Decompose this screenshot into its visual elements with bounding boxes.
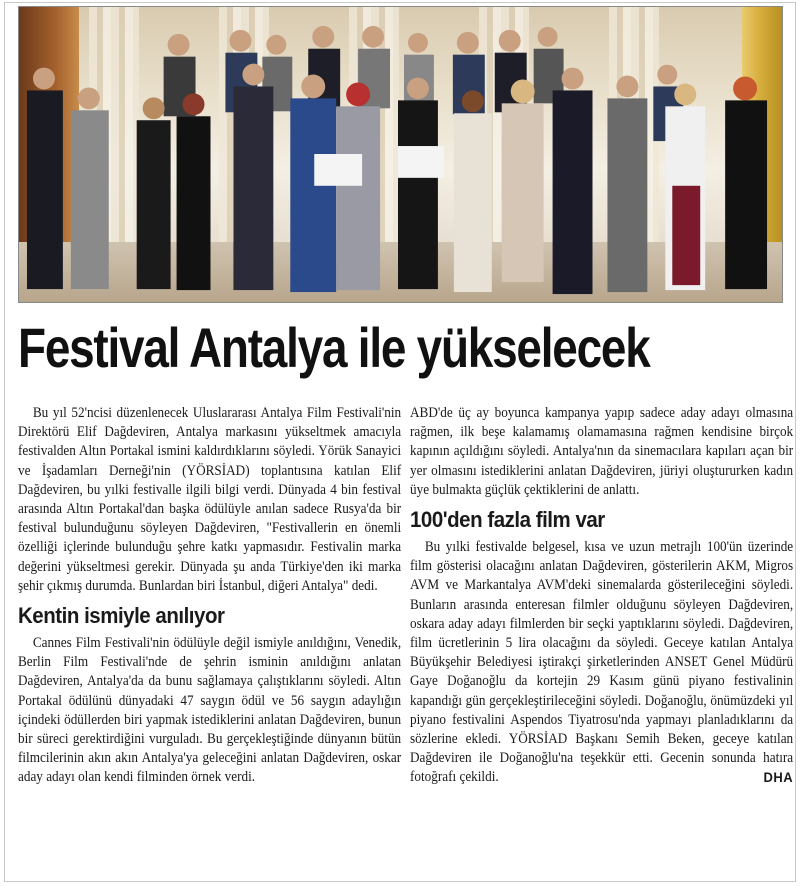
right-column xyxy=(410,404,793,788)
right-paragraph-2-text: Bu yılki festivalde belgesel, kısa ve uzun metrajlı 100'ün üzerinde film gösterisi olacağını anlatan Dağdeviren, gösterilerin AKM, Migros AVM ve Markantalya AVM'deki sinemalarda gösterileceğini söyledi. Bunların arasında enteresan filmler olduğunu söyleyen Dağdeviren, oskara aday adayı filmlerden bir seçki yaptıklarını söyledi. Dağdeviren, film ücretlerinin 5 lira olacağını da söyledi. Geceye katılan Antalya Büyükşehir Belediyesi iştirakçi şirketlerinden ANSET Genel Müdürü Gaye Doğanoğlu da kortejin 29 Kasım günü piyano festivalinin kapandığı gün gerçekleştirileceğini söyledi. Doğanoğlu, önümüzdeki yıl piyano festivalini Aspendos Tiyatrosu'nda yapmayı planladıklarını da sözlerine ekledi. YÖRSİAD Başkanı Semih Beken, geceye katılan Dağdeviren ile Doğanoğlu'na teşekkür etti. Gecenin sonunda hatıra fotoğrafı çekildi. xyxy=(410,539,794,786)
subhead-100den-fazla: 100'den fazla film var xyxy=(410,507,605,533)
group-of-people xyxy=(19,7,782,302)
right-paragraph-2 xyxy=(410,538,793,788)
right-paragraph-1: ABD'de üç ay boyunca kampanya yapıp sadece aday adayı olmasına rağmen, ilk beşe kalamamış olamamasına rağmen kendisine birçok kapının açıldığını söyledi. Antalya'nın da sinemacılara kapıları açan bir yer olmasını istediklerini anlatan Dağdeviren, jüriyi oluştururken kadın üye bulmakta güçlük çektiklerini de anlattı. xyxy=(410,405,794,498)
left-column xyxy=(18,404,401,788)
article-headline: Festival Antalya ile yükselecek xyxy=(18,316,650,379)
subhead-kentin-ismiyle: Kentin ismiyle anılıyor xyxy=(18,603,225,629)
left-paragraph-2: Cannes Film Festivali'nin ödülüyle değil ismiyle anıldığını, Venedik, Berlin Film Festivali'nde de şehrin isminin anıldığını anlatan Dağdeviren, Antalya'da da bunu sağlamaya çalıştıklarını söyledi. Altın Portakal ödülünü dünyadaki 47 saygın ödül ve 56 saygın adaylığın içindeki ödüllerden biri yapmak istediklerini anlatan Dağdeviren, bunun bir süreci gerektirdiğini vurguladı. Bu gerçekleştiğinde dünyanın bütün filmcilerinin akın akın Antalya'ya geleceğini anlatan Dağdeviren, oskar aday adayı olan kendi filminden örnek verdi. xyxy=(18,635,402,786)
left-paragraph-1: Bu yıl 52'ncisi düzenlenecek Uluslararası Antalya Film Festivali'nin Direktörü Elif Dağdeviren, Antalya markasını yükseltmek amacıyla festivalden Altın Portakal ismini kaldırdıklarını söyledi. Yörük Sanayici ve İşadamları Derneği'nin (YÖRSİAD) toplantısına katılan Elif Dağdeviren, bu yılki festivalle ilgili bilgi verdi. Dünyada 4 bin festival arasında Altın Portakal'dan başka ödülüyle anılan sadece Rusya'da bir festival bulunduğunu söyleyen Dağdeviren, "Festivallerin en önemli özelliği içlerinde bulunduğu şehre katkı yapmasıdır. Festivalin marka değerini yükseltmesi gerekir. Dünyada şu anda Türkiye'den iki marka şehir çıkmış durumda. Bunlardan biri İstanbul, diğeri Antalya" dedi. xyxy=(18,405,402,594)
group-photo xyxy=(18,6,783,303)
news-agency-credit: DHA xyxy=(763,769,794,786)
